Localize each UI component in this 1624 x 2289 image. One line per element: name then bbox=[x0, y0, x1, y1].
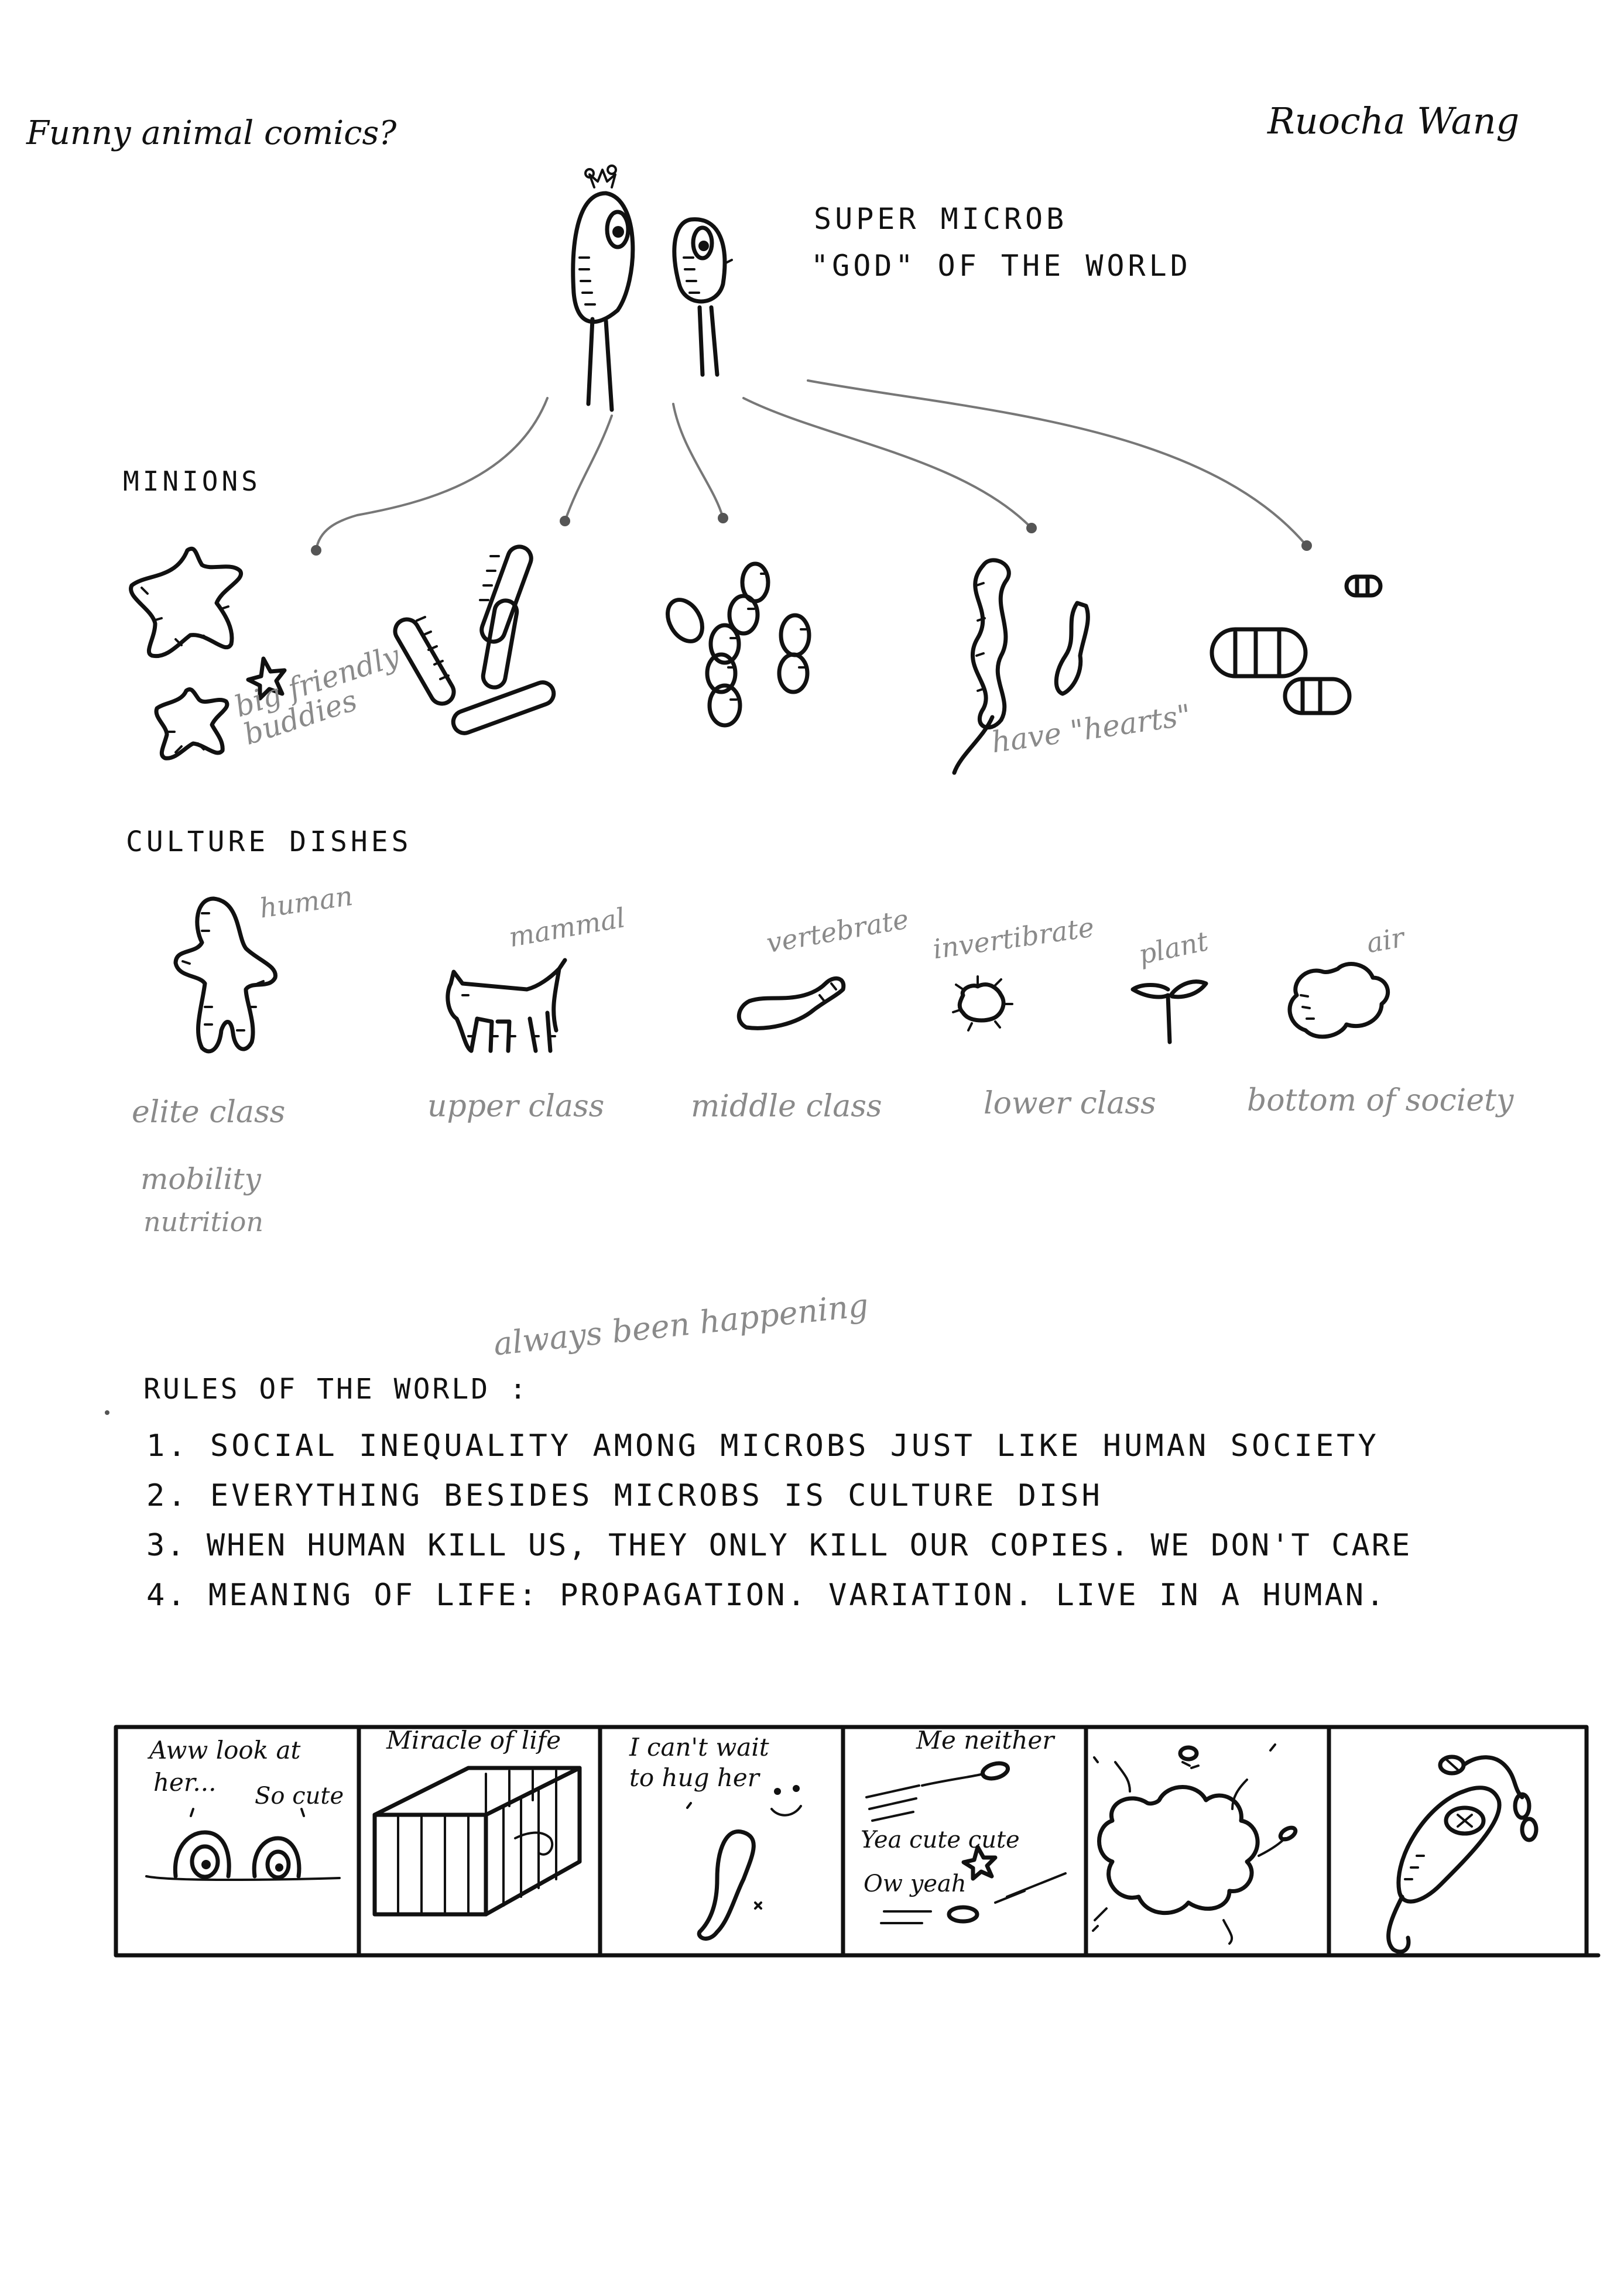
class-label-elite: elite class bbox=[132, 1095, 286, 1130]
rule-1: 1. SOCIAL INEQUALITY AMONG MICROBS JUST LIKE HUMAN SOCIETY bbox=[146, 1428, 1379, 1464]
invertebrate-host-icon bbox=[953, 976, 1012, 1030]
panel6-drawing bbox=[1389, 1757, 1536, 1952]
panel1-line2: her... bbox=[153, 1768, 217, 1797]
panel1-drawing bbox=[146, 1809, 340, 1880]
class-label-middle: middle class bbox=[691, 1089, 882, 1124]
capsule-minion-icons bbox=[1212, 577, 1380, 713]
super-microb-crowned-icon bbox=[573, 166, 633, 410]
host-label-mammal: mammal bbox=[506, 902, 628, 954]
panel4-line1: Me neither bbox=[916, 1726, 1054, 1755]
rule-3: 3. WHEN HUMAN KILL US, THEY ONLY KILL OUR COPIES. WE DON'T CARE bbox=[146, 1528, 1412, 1563]
panel3-drawing bbox=[687, 1785, 801, 1939]
human-host-icon bbox=[176, 899, 275, 1051]
panel3-line1: I can't wait bbox=[629, 1733, 769, 1762]
panel4-line3: Ow yeah bbox=[864, 1870, 967, 1897]
hierarchy-lines bbox=[311, 381, 1312, 556]
plant-host-icon bbox=[1133, 982, 1206, 1042]
minions-note-right: have "hearts" bbox=[989, 698, 1193, 760]
panel2-drawing bbox=[375, 1768, 580, 1914]
panel4-line2: Yea cute cute bbox=[861, 1827, 1020, 1853]
note-nutrition: nutrition bbox=[143, 1206, 263, 1238]
page-title: Funny animal comics? bbox=[26, 114, 397, 152]
host-label-plant: plant bbox=[1136, 925, 1211, 971]
mammal-host-icon bbox=[448, 960, 565, 1051]
note-mobility: mobility bbox=[141, 1162, 261, 1196]
comic-strip-frames bbox=[116, 1727, 1598, 1955]
class-label-bottom: bottom of society bbox=[1247, 1083, 1514, 1118]
cocci-minion-icons bbox=[660, 564, 809, 725]
class-label-lower: lower class bbox=[984, 1086, 1156, 1121]
vertebrate-host-icon bbox=[739, 978, 844, 1028]
minions-heading: MINIONS bbox=[123, 465, 261, 497]
super-microb-icon bbox=[674, 220, 732, 375]
host-label-invertibrate: invertibrate bbox=[931, 911, 1097, 965]
rule-2: 2. EVERYTHING BESIDES MICROBS IS CULTURE DISH bbox=[146, 1478, 1103, 1513]
panel1-line3: So cute bbox=[255, 1783, 344, 1810]
class-label-upper: upper class bbox=[427, 1089, 605, 1124]
rules-heading: RULES OF THE WORLD : bbox=[143, 1373, 529, 1406]
host-label-air: air bbox=[1364, 921, 1407, 960]
author-signature: Ruocha Wang bbox=[1267, 100, 1520, 142]
panel3-line2: to hug her bbox=[629, 1763, 759, 1792]
air-host-icon bbox=[1290, 964, 1388, 1037]
panel5-drawing bbox=[1093, 1745, 1297, 1944]
god-of-the-world-label: "GOD" OF THE WORLD bbox=[811, 249, 1191, 283]
minions-note-left: big friendly buddies bbox=[230, 638, 404, 752]
panel1-line1: Aww look at bbox=[149, 1736, 301, 1764]
panel2-line1: Miracle of life bbox=[386, 1726, 561, 1755]
host-label-vertebrate: vertebrate bbox=[764, 903, 912, 960]
rules-annotation: always been happening bbox=[492, 1286, 871, 1363]
super-microb-label: SUPER MICROB bbox=[814, 202, 1068, 236]
rule-4: 4. MEANING OF LIFE: PROPAGATION. VARIATION. LIVE IN A HUMAN. bbox=[146, 1578, 1387, 1613]
host-label-human: human bbox=[258, 879, 355, 924]
culture-dishes-heading: CULTURE DISHES bbox=[126, 825, 412, 858]
